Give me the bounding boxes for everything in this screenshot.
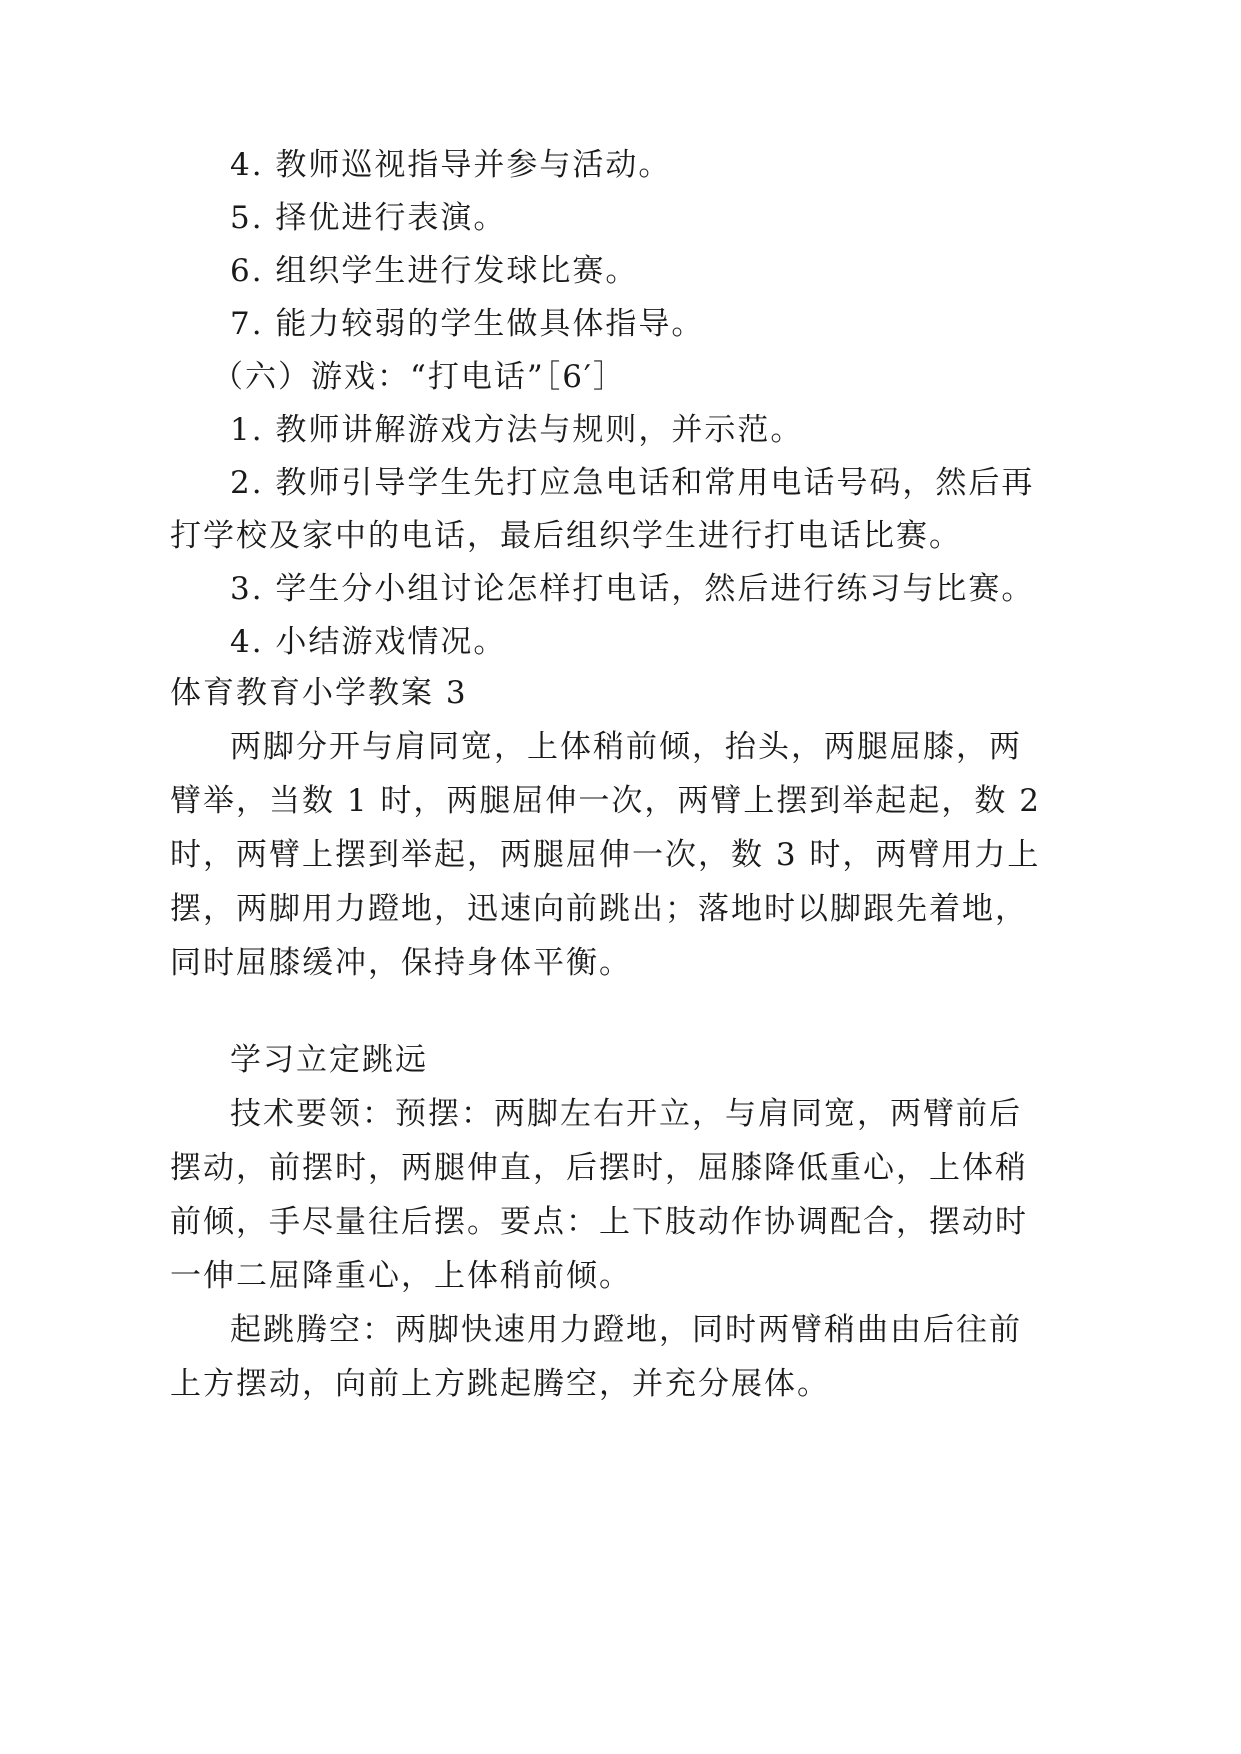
game-step-4: 4. 小结游戏情况。 <box>230 624 507 660</box>
game-step-3: 3. 学生分小组讨论怎样打电话，然后进行练习与比赛。 <box>230 571 1035 607</box>
paragraph-line: 同时屈膝缓冲，保持身体平衡。 <box>170 945 632 981</box>
paragraph-line: 上方摆动，向前上方跳起腾空，并充分展体。 <box>170 1366 830 1402</box>
game-step-2: 2. 教师引导学生先打应急电话和常用电话号码，然后再 <box>230 465 1035 501</box>
paragraph-line: 摆动，前摆时，两腿伸直，后摆时，屈膝降低重心，上体稍 <box>170 1150 1028 1186</box>
paragraph-line: 技术要领：预摆：两脚左右开立，与肩同宽，两臂前后 <box>230 1096 1022 1132</box>
game-step-2-cont: 打学校及家中的电话，最后组织学生进行打电话比赛。 <box>170 518 962 554</box>
list-item-7: 7. 能力较弱的学生做具体指导。 <box>230 306 705 342</box>
paragraph-line: 一伸二屈降重心，上体稍前倾。 <box>170 1258 632 1294</box>
section-heading-standing-jump: 学习立定跳远 <box>230 1042 428 1078</box>
list-item-4: 4. 教师巡视指导并参与活动。 <box>230 147 672 183</box>
paragraph-line: 前倾，手尽量往后摆。要点：上下肢动作协调配合，摆动时 <box>170 1204 1028 1240</box>
game-step-1: 1. 教师讲解游戏方法与规则，并示范。 <box>230 412 804 448</box>
paragraph-line: 起跳腾空：两脚快速用力蹬地，同时两臂稍曲由后往前 <box>230 1312 1022 1348</box>
section-heading-game: （六）游戏：“打电话”［6′］ <box>212 359 626 395</box>
lesson-plan-title: 体育教育小学教案 3 <box>170 675 468 711</box>
paragraph-line: 时，两臂上摆到举起，两腿屈伸一次，数 3 时，两臂用力上 <box>170 837 1041 873</box>
paragraph-line: 摆，两脚用力蹬地，迅速向前跳出；落地时以脚跟先着地， <box>170 891 1028 927</box>
list-item-5: 5. 择优进行表演。 <box>230 200 507 236</box>
list-item-6: 6. 组织学生进行发球比赛。 <box>230 253 639 289</box>
paragraph-line: 臂举，当数 1 时，两腿屈伸一次，两臂上摆到举起起，数 2 <box>170 783 1042 819</box>
paragraph-line: 两脚分开与肩同宽，上体稍前倾，抬头，两腿屈膝，两 <box>230 729 1022 765</box>
